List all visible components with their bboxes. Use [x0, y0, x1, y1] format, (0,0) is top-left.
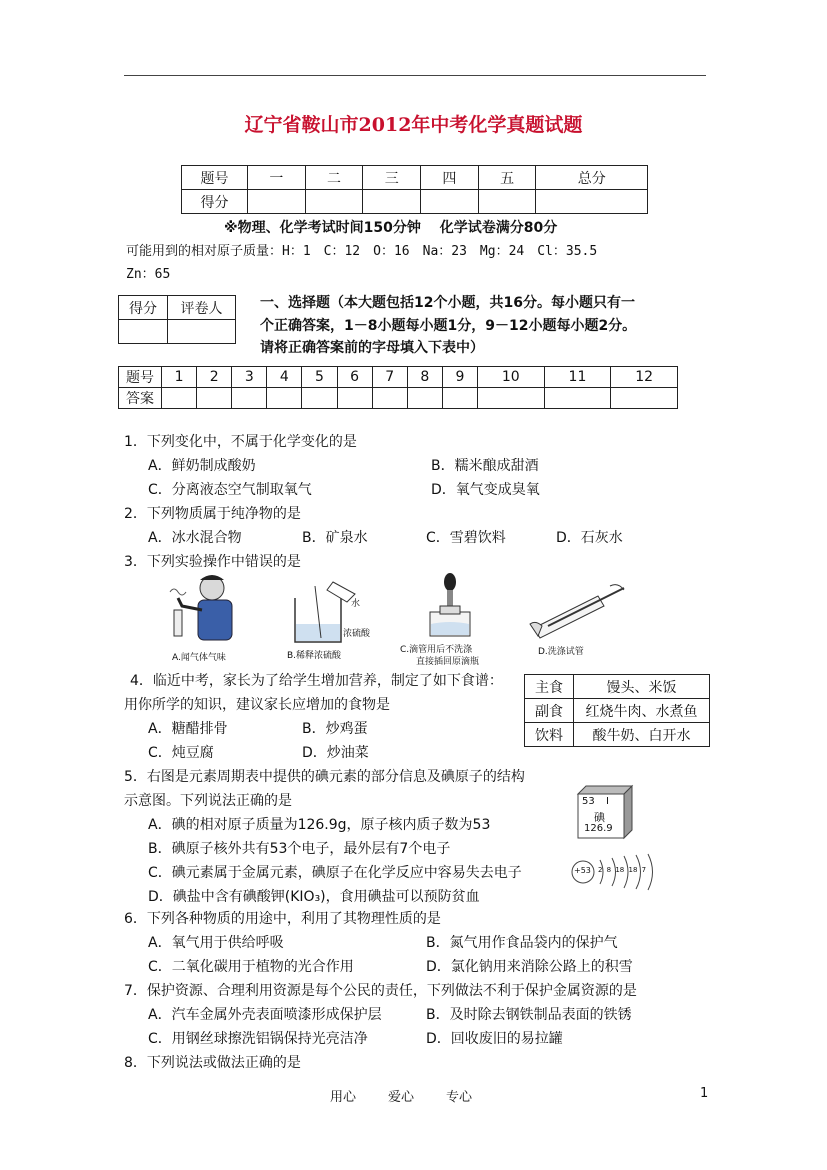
question-stem: 示意图。下列说法正确的是: [124, 793, 292, 809]
answer-cell: [267, 388, 302, 409]
score-cell: 二: [305, 166, 363, 190]
question-stem: 2．下列物质属于纯净物的是: [124, 506, 301, 522]
option-a: A．鲜奶制成酸奶: [148, 458, 256, 474]
iodine-element-tile: [576, 784, 634, 840]
answer-cell: [442, 388, 477, 409]
question-stem: 7．保护资源、合理利用资源是每个公民的责任，下列做法不利于保护金属资源的是: [124, 983, 637, 999]
answer-label: 答案: [119, 388, 162, 409]
menu-items: 酸牛奶、白开水: [574, 723, 710, 747]
header-rule: [124, 75, 706, 76]
option-b: B．糯米酿成甜酒: [431, 458, 539, 474]
answer-number: 1: [162, 367, 197, 388]
question-stem: 3．下列实验操作中错误的是: [124, 554, 301, 570]
test-tube-illustration: [528, 580, 628, 642]
answer-number: 7: [372, 367, 407, 388]
answer-number: 8: [407, 367, 442, 388]
answer-cell: [477, 388, 544, 409]
dropper-bottle-illustration: [400, 572, 500, 640]
answer-number: 3: [232, 367, 267, 388]
menu-table: [524, 674, 710, 747]
option-b: B．氮气用作食品袋内的保护气: [426, 935, 618, 951]
section-heading: 请将正确答案前的字母填入下表中）: [260, 340, 484, 356]
option-a: A．氧气用于供给呼吸: [148, 935, 284, 951]
menu-category: 饮料: [525, 723, 574, 747]
element-atomic-number: 53: [582, 796, 595, 807]
score-cell: 一: [248, 166, 306, 190]
option-b: B．碘原子核外共有53个电子，最外层有7个电子: [148, 841, 451, 857]
score-cell: [248, 190, 306, 214]
option-a: A．碘的相对原子质量为126.9g，原子核内质子数为53: [148, 817, 491, 833]
question-stem: 1．下列变化中，不属于化学变化的是: [124, 434, 357, 450]
score-cell: [421, 190, 479, 214]
answer-cell: [162, 388, 197, 409]
option-d: D．回收废旧的易拉罐: [426, 1031, 563, 1047]
figure-diluting-acid: [285, 578, 390, 662]
smelling-illustration: [160, 570, 250, 650]
figure-dropper: [400, 572, 510, 668]
question-stem: 5．右图是元素周期表中提供的碘元素的部分信息及碘原子的结构: [124, 769, 525, 785]
menu-category: 副食: [525, 699, 574, 723]
option-c: C．炖豆腐: [148, 745, 214, 761]
element-name: 碘: [594, 811, 605, 824]
score-cell: [363, 190, 421, 214]
question-stem: 6．下列各种物质的用途中，利用了其物理性质的是: [124, 911, 441, 927]
figure-b-label: B.稀释浓硫酸: [287, 651, 342, 661]
page-number: 1: [700, 1086, 709, 1101]
option-a: A．糖醋排骨: [148, 721, 228, 737]
option-b: B．炒鸡蛋: [302, 721, 368, 737]
score-cell: 题号: [182, 166, 248, 190]
question-stem: 用你所学的知识，建议家长应增加的食物是: [124, 697, 390, 713]
section-heading: 一、选择题（本大题包括12个小题，共16分。每小题只有一: [260, 295, 635, 311]
section-heading: 个正确答案，1－8小题每小题1分，9－12小题每小题2分。: [260, 318, 637, 334]
footer-text: 爱心: [388, 1090, 415, 1105]
exam-note: ※物理、化学考试时间150分钟 化学试卷满分80分: [224, 220, 558, 236]
answer-cell: [197, 388, 232, 409]
score-cell: 得分: [182, 190, 248, 214]
figure-smelling-gas: [160, 570, 250, 662]
score-cell: 三: [363, 166, 421, 190]
score-cell: 四: [421, 166, 479, 190]
score-cell: [536, 190, 648, 214]
question-stem: 8．下列说法或做法正确的是: [124, 1055, 301, 1071]
figure-c-label-line1: C.滴管用后不洗涤: [400, 645, 473, 655]
figure-a-label: A.闻气体气味: [172, 653, 226, 663]
answer-number: 6: [337, 367, 372, 388]
element-mass: 126.9: [584, 823, 613, 834]
option-c: C．用钢丝球擦洗铝锅保持光亮洁净: [148, 1031, 368, 1047]
answer-cell: [611, 388, 678, 409]
option-d: D．石灰水: [556, 530, 623, 546]
grader-cell: [168, 320, 236, 344]
atom-nucleus: +53: [574, 866, 591, 875]
score-cell: 五: [478, 166, 536, 190]
answer-number: 12: [611, 367, 678, 388]
option-d: D．氯化钠用来消除公路上的积雪: [426, 959, 633, 975]
grader-name-label: 评卷人: [168, 296, 236, 320]
answer-table: [118, 366, 678, 409]
page-title: 辽宁省鞍山市2012年中考化学真题试题: [244, 114, 583, 136]
figure-b-water-label: 水: [351, 599, 361, 609]
score-cell: 总分: [536, 166, 648, 190]
answer-number: 5: [302, 367, 337, 388]
option-c: C．雪碧饮料: [426, 530, 506, 546]
answer-cell: [407, 388, 442, 409]
score-cell: [305, 190, 363, 214]
answer-header-label: 题号: [119, 367, 162, 388]
answer-number: 4: [267, 367, 302, 388]
figure-d-label: D.洗涤试管: [538, 647, 584, 657]
iodine-atom-diagram: [568, 852, 658, 892]
answer-number: 9: [442, 367, 477, 388]
answer-cell: [302, 388, 337, 409]
answer-number: 2: [197, 367, 232, 388]
menu-items: 馒头、米饭: [574, 675, 710, 699]
element-symbol: I: [606, 796, 609, 807]
grader-score-label: 得分: [119, 296, 168, 320]
atomic-mass-line: Zn：65: [126, 267, 171, 282]
option-c: C．二氧化碳用于植物的光合作用: [148, 959, 354, 975]
answer-number: 10: [477, 367, 544, 388]
figure-b-acid-label: 浓硫酸: [343, 629, 371, 639]
atomic-mass-line: 可能用到的相对原子质量：H：1 C：12 O：16 Na：23 Mg：24 Cl：35.5: [126, 244, 598, 259]
answer-cell: [544, 388, 611, 409]
figure-c-label-line2: 直接插回原滴瓶: [416, 657, 480, 667]
atom-shell-electrons: 2 8 18 18 7: [598, 866, 647, 874]
question-stem: 4．临近中考，家长为了给学生增加营养，制定了如下食谱：: [130, 673, 503, 689]
option-a: A．汽车金属外壳表面喷漆形成保护层: [148, 1007, 382, 1023]
option-d: D．炒油菜: [302, 745, 369, 761]
menu-category: 主食: [525, 675, 574, 699]
option-d: D．碘盐中含有碘酸钾(KIO₃)，食用碘盐可以预防贫血: [148, 889, 480, 905]
footer-text: 专心: [446, 1090, 473, 1105]
score-cell: [478, 190, 536, 214]
answer-cell: [232, 388, 267, 409]
score-table: [181, 165, 648, 214]
figure-washing-tube: [528, 580, 628, 660]
option-b: B．矿泉水: [302, 530, 368, 546]
option-c: C．分离液态空气制取氧气: [148, 482, 312, 498]
option-c: C．碘元素属于金属元素，碘原子在化学反应中容易失去电子: [148, 865, 522, 881]
footer-text: 用心: [330, 1090, 357, 1105]
answer-cell: [372, 388, 407, 409]
option-b: B．及时除去钢铁制品表面的铁锈: [426, 1007, 632, 1023]
grader-box: [118, 295, 236, 344]
answer-cell: [337, 388, 372, 409]
option-a: A．冰水混合物: [148, 530, 242, 546]
answer-number: 11: [544, 367, 611, 388]
grader-cell: [119, 320, 168, 344]
menu-items: 红烧牛肉、水煮鱼: [574, 699, 710, 723]
option-d: D．氧气变成臭氧: [431, 482, 540, 498]
